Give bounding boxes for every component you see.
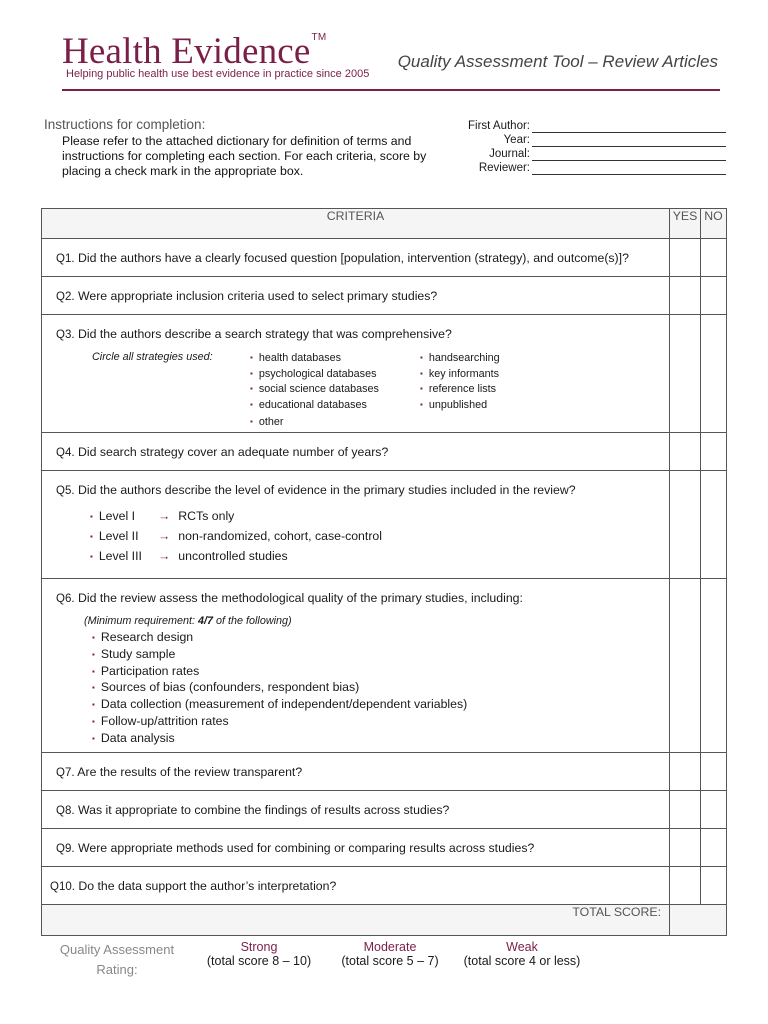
logo: Health Evidence™ [62,31,327,72]
q6-row: Q6. Did the review assess the methodological quality of the primary studies, including: (Minimum requirement: 4/7 of the following) ▪ Research design ▪ Study sample ▪ Participation rates ▪ Sources of bias (confounders, respondent bias) ▪ Data collection (measurement of independent/dependent variables) ▪ Follow-up/attrition rates ▪ Data analysis [42,579,727,753]
q5-levels [42,497,669,567]
arrow-right-icon: → [158,509,171,523]
list-item: ▪ Data collection (measurement of independent/dependent variables) [92,697,669,714]
q4-row: Q4. Did search strategy cover an adequate number of years? [42,433,727,471]
q3-yes-box[interactable] [670,315,701,433]
q1-no-box[interactable] [701,239,727,277]
q3-text: Did the authors describe a search strategy that was comprehensive? [77,327,452,341]
rating-moderate: Moderate (total score 5 – 7) [341,940,439,968]
q9-yes-box[interactable] [670,829,701,867]
list-item: ▪ Follow-up/attrition rates [92,714,669,731]
q6-minimum-requirement: (Minimum requirement: 4/7 of the following) [84,615,292,627]
q8-text: Was it appropriate to combine the findings of results across studies? [77,803,450,817]
list-item: ▪ Participation rates [92,664,669,681]
arrow-right-icon: → [158,529,171,543]
first-author-field[interactable]: First Author: [440,120,730,134]
rating-strong: Strong (total score 8 – 10) [206,940,312,968]
q6-no-box[interactable] [701,579,727,753]
table-header-row [42,209,727,239]
list-item: ▪ Sources of bias (confounders, respondent bias) [92,680,669,697]
q5-no-box[interactable] [701,471,727,579]
q5-yes-box[interactable] [670,471,701,579]
q3-row: Q3. Did the authors describe a search strategy that was comprehensive? Circle all strategies used: ▪ health databases ▪ psychological databases ▪ social science databases ▪ educational databases ▪ other ▪ handsearching ▪ key informants ▪ reference lists ▪ unpublished [42,315,727,433]
level-item: ▪ Level I → RCTs only [90,507,669,527]
instructions-heading: Instructions for completion: [44,117,206,132]
q8-row: Q8. Was it appropriate to combine the findings of results across studies? [42,791,727,829]
q9-row: Q9. Were appropriate methods used for combining or comparing results across studies? [42,829,727,867]
q10-yes-box[interactable] [670,867,701,905]
yes-header: YES [670,209,701,239]
q3-strategies-col1: ▪ health databases ▪ psychological databases ▪ social science databases ▪ educational databases ▪ other [250,351,379,431]
q7-no-box[interactable] [701,753,727,791]
q2-yes-box[interactable] [670,277,701,315]
q4-no-box[interactable] [701,433,727,471]
list-item: ▪ Study sample [92,647,669,664]
criteria-table [41,208,727,936]
no-header: NO [701,209,727,239]
q5-text: Did the authors describe the level of evidence in the primary studies included in the review? [77,483,576,497]
header-divider [62,89,720,91]
q1-text: Did the authors have a clearly focused question [population, intervention (strategy), and outcome(s)]? [77,251,629,265]
level-item: ▪ Level III → uncontrolled studies [90,547,669,567]
q4-text: Did search strategy cover an adequate number of years? [77,445,389,459]
total-score-box[interactable] [670,905,727,936]
q4-yes-box[interactable] [670,433,701,471]
instructions-body: Please refer to the attached dictionary for definition of terms and instructions for completing each section. For each criteria, score by placing a check mark in the appropriate box. [62,134,427,178]
q7-text: Are the results of the review transparent? [77,765,303,779]
arrow-right-icon: → [158,549,171,563]
q2-text: Were appropriate inclusion criteria used to select primary studies? [77,289,438,303]
q9-no-box[interactable] [701,829,727,867]
trademark: TM [311,32,327,43]
q6-text: Did the review assess the methodological quality of the primary studies, including: [77,591,523,605]
q3-strategies-col2: ▪ handsearching ▪ key informants ▪ reference lists ▪ unpublished [420,351,500,413]
list-item: ▪ Research design [92,630,669,647]
q10-row: Q10. Do the data support the author’s interpretation? [42,867,727,905]
field-line [532,160,726,161]
total-score-row [42,905,727,936]
level-item: ▪ Level II → non-randomized, cohort, case-control [90,527,669,547]
q8-no-box[interactable] [701,791,727,829]
q3-circle-label: Circle all strategies used: [92,351,213,363]
total-score-label: TOTAL SCORE: [42,905,670,936]
field-line [532,174,726,175]
year-field[interactable]: Year: [440,134,730,148]
q6-items [42,627,669,748]
list-item: ▪ Data analysis [92,731,669,748]
q6-yes-box[interactable] [670,579,701,753]
q1-row: Q1. Did the authors have a clearly focused question [population, intervention (strategy), and outcome(s)]? [42,239,727,277]
criteria-header: CRITERIA [42,209,670,239]
field-line [532,146,726,147]
q10-no-box[interactable] [701,867,727,905]
rating-label: Quality Assessment Rating: [59,942,175,977]
q10-text: Do the data support the author’s interpretation? [78,879,337,893]
q3-no-box[interactable] [701,315,727,433]
document-title: Quality Assessment Tool – Review Articles [397,52,718,71]
q2-no-box[interactable] [701,277,727,315]
rating-weak: Weak (total score 4 or less) [463,940,581,968]
tagline: Helping public health use best evidence in practice since 2005 [66,68,370,80]
q9-text: Were appropriate methods used for combining or comparing results across studies? [77,841,535,855]
q8-yes-box[interactable] [670,791,701,829]
journal-field[interactable]: Journal: [440,148,730,162]
q7-yes-box[interactable] [670,753,701,791]
q1-yes-box[interactable] [670,239,701,277]
field-line [532,132,726,133]
q2-row: Q2. Were appropriate inclusion criteria used to select primary studies? [42,277,727,315]
reviewer-field[interactable]: Reviewer: [440,162,730,176]
q7-row: Q7. Are the results of the review transparent? [42,753,727,791]
q5-row: Q5. Did the authors describe the level of evidence in the primary studies included in the review? ▪ Level I → RCTs only ▪ Level II → non-randomized, cohort, case-control ▪ Level III → uncontrolled studies [42,471,727,579]
